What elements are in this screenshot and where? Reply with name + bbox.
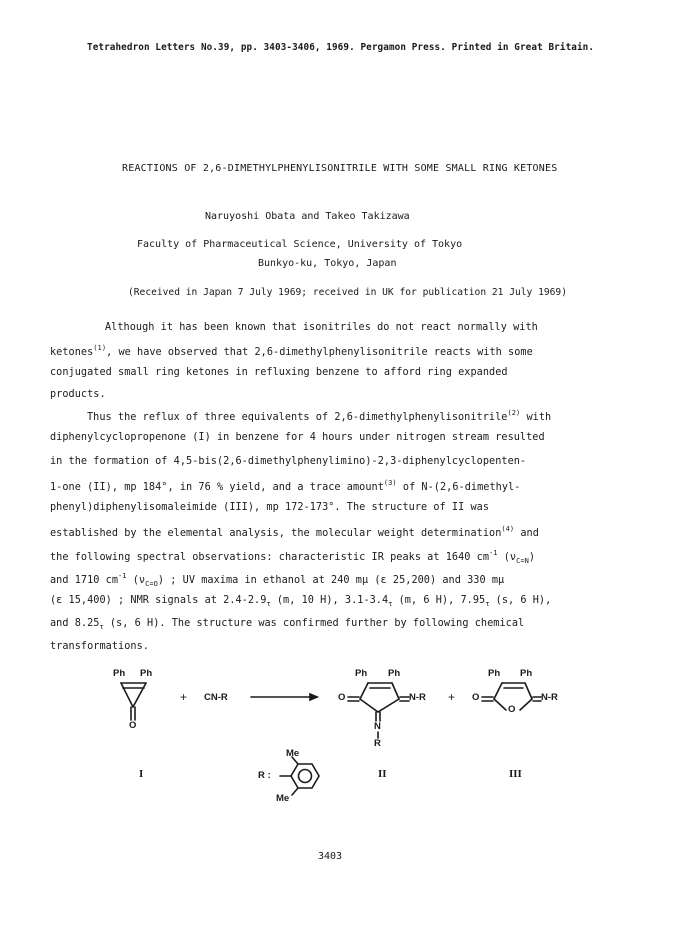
reference-3: (3): [383, 479, 397, 487]
reference-1: (1): [93, 344, 107, 352]
para2-line10: and $8.25_\tau$ (s, 6 H). The structure was confirmed further by following chemical: [50, 618, 525, 631]
page-number: 3403: [318, 851, 343, 862]
R-definition-label: R :: [258, 770, 271, 781]
para2-line2: diphenylcyclopropenone (I) in benzene for 4 hours under nitrogen stream resulted: [50, 432, 545, 443]
para2-line9: (ε 15,400) ; NMR signals at $2.4-2.9_\tau$ (m, 10 H), $3.1-3.4_\tau$ (m, 6 H), $7.95_\tau$ (s, 6 H),: [50, 595, 552, 608]
compound-label-II: II: [378, 768, 387, 780]
authors: Naruyoshi Obata and Takeo Takizawa: [205, 211, 410, 222]
journal-header: Tetrahedron Letters No.39, pp. 3403-3406, 1969. Pergamon Press. Printed in Great Britain.: [87, 42, 595, 53]
structure-I-oxygen: O: [129, 720, 137, 731]
reagent-isonitrile: CN-R: [204, 692, 228, 703]
para2-line6: established by the elemental analysis, the molecular weight determination$^{(4)}$ and: [50, 525, 539, 539]
reference-2: (2): [507, 409, 521, 417]
R-methyl-top: Me: [286, 748, 300, 759]
para2-line5: phenyl)diphenylisomaleimide (III), mp 172-173°. The structure of II was: [50, 502, 490, 513]
affiliation-line-1: Faculty of Pharmaceutical Science, University of Tokyo: [137, 239, 463, 250]
para2-line4: 1-one (II), mp 184°, in 76 % yield, and a trace amount$^{(3)}$ of N-(2,6-dimethyl-: [50, 479, 521, 493]
para2-line1: Thus the reflux of three equivalents of 2,6-dimethylphenylisonitrile$^{(2)}$ with: [87, 409, 552, 423]
para2-line3: in the formation of 4,5-bis(2,6-dimethylphenylimino)-2,3-diphenylcyclopenten-: [50, 456, 527, 467]
reaction-arrow: [251, 694, 317, 700]
structure-I-ph-left: Ph: [113, 668, 126, 679]
para2-line11: transformations.: [50, 641, 149, 652]
plus-sign-2: +: [448, 690, 456, 704]
structure-I-ph-right: Ph: [140, 668, 153, 679]
para1-line3: conjugated small ring ketones in refluxing benzene to afford ring expanded: [50, 367, 508, 378]
structure-I-bonds: [121, 683, 146, 720]
structure-III-carbonyl-oxygen: O: [472, 692, 480, 703]
structure-II-ph-right: Ph: [388, 668, 401, 679]
received-dates: (Received in Japan 7 July 1969; received in UK for publication 21 July 1969): [128, 287, 567, 298]
structure-III-imine-N-R: N-R: [541, 692, 558, 703]
para2-line7: the following spectral observations: characteristic IR peaks at 1640 $cm^{-1}$ $(\nu_{C=N})$: [50, 549, 536, 565]
structure-III-ph-right: Ph: [520, 668, 533, 679]
para1-line1: Although it has been known that isonitriles do not react normally with: [105, 322, 538, 333]
reference-4: (4): [501, 525, 515, 533]
affiliation-line-2: Bunkyo-ku, Tokyo, Japan: [258, 258, 397, 269]
structure-II-ph-left: Ph: [355, 668, 368, 679]
para1-line4: products.: [50, 389, 106, 400]
structure-II-R: R: [374, 738, 381, 749]
para2-line8: and 1710 $cm^{-1}$ $(\nu_{C=O})$ ; UV maxima in ethanol at 240 mμ (ε 25,200) and 330 mμ: [50, 572, 505, 588]
plus-sign-1: +: [180, 690, 188, 704]
compound-label-III: III: [509, 768, 522, 780]
para1-line2: ketones$^{(1)}$, we have observed that 2,6-dimethylphenylisonitrile reacts with some: [50, 344, 533, 358]
article-title: REACTIONS OF 2,6-DIMETHYLPHENYLISONITRILE WITH SOME SMALL RING KETONES: [122, 163, 558, 174]
R-methyl-bottom: Me: [276, 793, 290, 804]
structure-II-imine-N: N: [374, 721, 381, 732]
structure-III-ph-left: Ph: [488, 668, 501, 679]
structure-II-oxygen: O: [338, 692, 346, 703]
structure-R-bonds: [280, 757, 319, 795]
structure-III-ring-oxygen: O: [508, 704, 516, 715]
compound-label-I: I: [139, 768, 144, 780]
structure-II-imine-N-R: N-R: [409, 692, 426, 703]
